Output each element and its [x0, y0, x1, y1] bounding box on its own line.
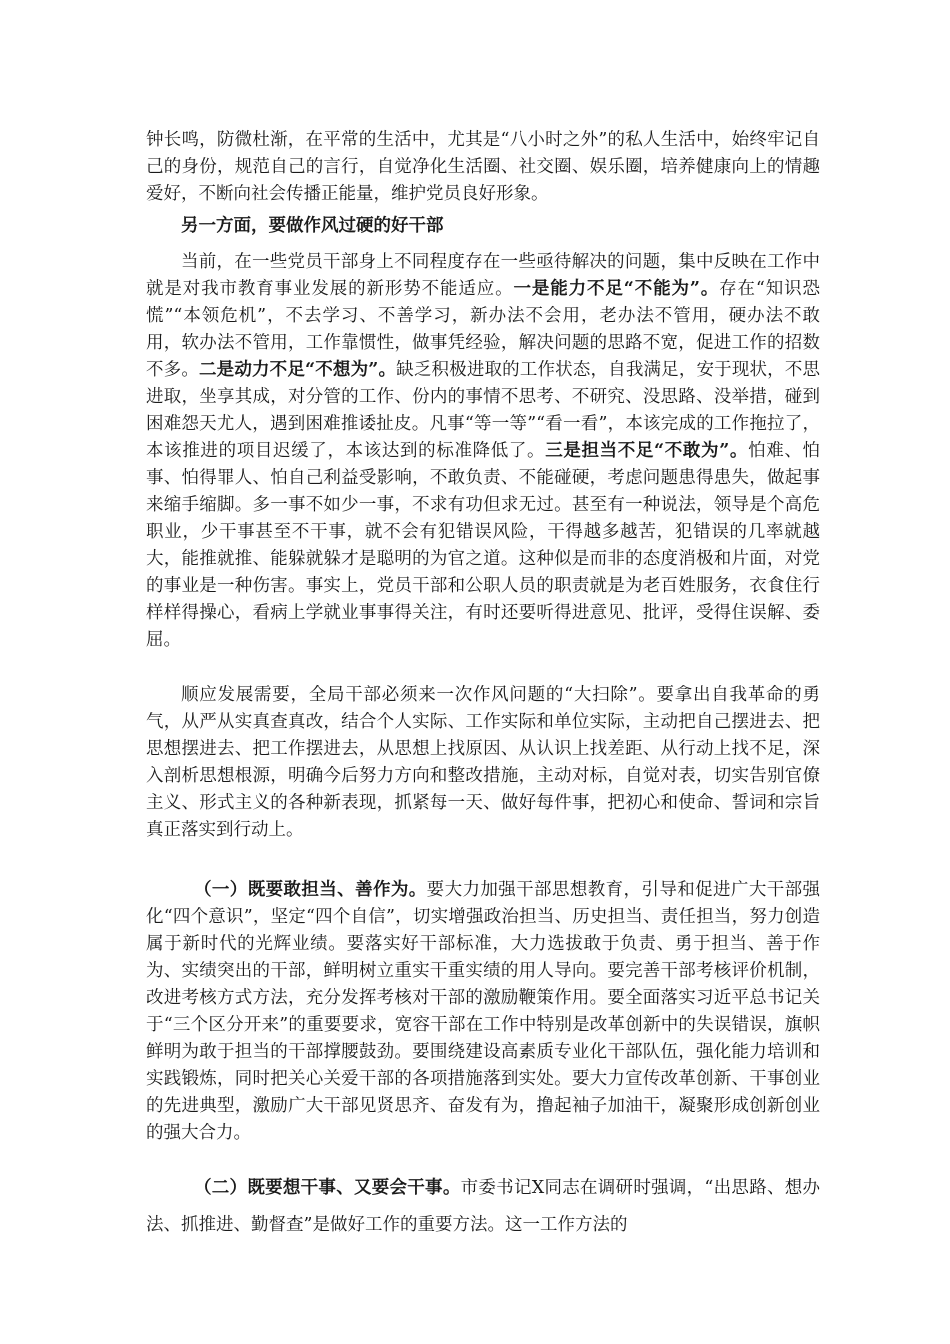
point-three-heading: 三是担当不足“不敢为”。: [545, 441, 749, 461]
paragraph-2-text-4: 怕难、怕事、怕得罪人、怕自己利益受影响，不敢负责、不能碰硬，考虑问题患得患失，做起事来缩手缩脚。多一事不如少一事，不求有功但求无过。甚至有一种说法，领导是个高危职业，少干事甚至不干事，就不会有犯错误风险，干得越多越苦，犯错误的几率就越大，能推就推、能躲就躲才是聪明的为官之道。这种似是而非的态度消极和片面，对党的事业是一种伤害。事实上，党员干部和公职人员的职责就是为老百姓服务，衣食住行样样得操心，看病上学就业事事得关注，有时还要听得进意见、批评，受得住误解、委屈。: [146, 441, 820, 650]
paragraph-2-text-1: 当前，在一些党员干部身上不同程度存在一些亟待解决的问题，集中反映在工作中就是对我市教育事业发展的新形势不能适应。: [146, 252, 820, 299]
section-heading: 另一方面，要做作风过硬的好干部: [181, 216, 444, 236]
paragraph-5-text: 市委书记X同志在调研时强调，“出思路、想办法、抓推进、勤督查”是做好工作的重要方法。这一工作方法的: [146, 1178, 821, 1235]
paragraph-5: [146, 1170, 820, 1244]
paragraph-4-text: 要大力加强干部思想教育，引导和促进广大干部强化“四个意识”，坚定“四个自信”，切实增强政治担当、历史担当、责任担当，努力创造属于新时代的光辉业绩。要落实好干部标准，大力选拔敢于负责、勇于担当、善于作为、实绩突出的干部，鲜明树立重实干重实绩的用人导向。要完善干部考核评价机制，改进考核方式方法，充分发挥考核对干部的激励鞭策作用。要全面落实习近平总书记关于“三个区分开来”的重要要求，宽容干部在工作中特别是改革创新中的失误错误，旗帜鲜明为敢于担当的干部撑腰鼓劲。要围绕建设高素质专业化干部队伍，强化能力培训和实践锻炼，同时把关心关爱干部的各项措施落到实处。要大力宣传改革创新、干事创业的先进典型，激励广大干部见贤思齐、奋发有为，撸起袖子加油干，凝聚形成创新创业的强大合力。: [146, 880, 821, 1143]
point-two-heading: 二是动力不足“不想为”。: [199, 360, 397, 380]
paragraph-2: [146, 249, 820, 654]
subsection-2-heading: （二）既要想干事、又要会干事。: [194, 1178, 461, 1198]
subsection-1-heading: （一）既要敢担当、善作为。: [194, 880, 427, 900]
paragraph-2-text-2: 存在“知识恐慌”“本领危机”，不去学习、不善学习，新办法不会用，老办法不管用，硬办法不敢用，软办法不管用，工作靠惯性，做事凭经验，解决问题的思路不宽，促进工作的招数不多。: [146, 279, 820, 380]
paragraph-1: 钟长鸣，防微杜渐，在平常的生活中，尤其是“八小时之外”的私人生活中，始终牢记自己的身份，规范自己的言行，自觉净化生活圈、社交圈、娱乐圈，培养健康向上的情趣爱好，不断向社会传播正能量，维护党员良好形象。: [146, 130, 820, 204]
paragraph-2-text-3: 缺乏积极进取的工作状态，自我满足，安于现状，不思进取，坐享其成，对分管的工作、份内的事情不思考、不研究、没思路、没举措，碰到困难怨天尤人，遇到困难推诿扯皮。凡事“等一等”“看一看”，本该完成的工作拖拉了，本该推进的项目迟缓了，本该达到的标准降低了。: [146, 360, 821, 461]
paragraph-3: 顺应发展需要，全局干部必须来一次作风问题的“大扫除”。要拿出自我革命的勇气，从严从实真查真改，结合个人实际、工作实际和单位实际，主动把自己摆进去、把思想摆进去、把工作摆进去，从思想上找原因、从认识上找差距、从行动上找不足，深入剖析思想根源，明确今后努力方向和整改措施，主动对标，自觉对表，切实告别官僚主义、形式主义的各种新表现，抓紧每一天、做好每件事，把初心和使命、誓词和宗旨真正落实到行动上。: [146, 685, 820, 840]
paragraph-4: [146, 877, 820, 1147]
point-one-heading: 一是能力不足“不能为”。: [513, 279, 720, 299]
